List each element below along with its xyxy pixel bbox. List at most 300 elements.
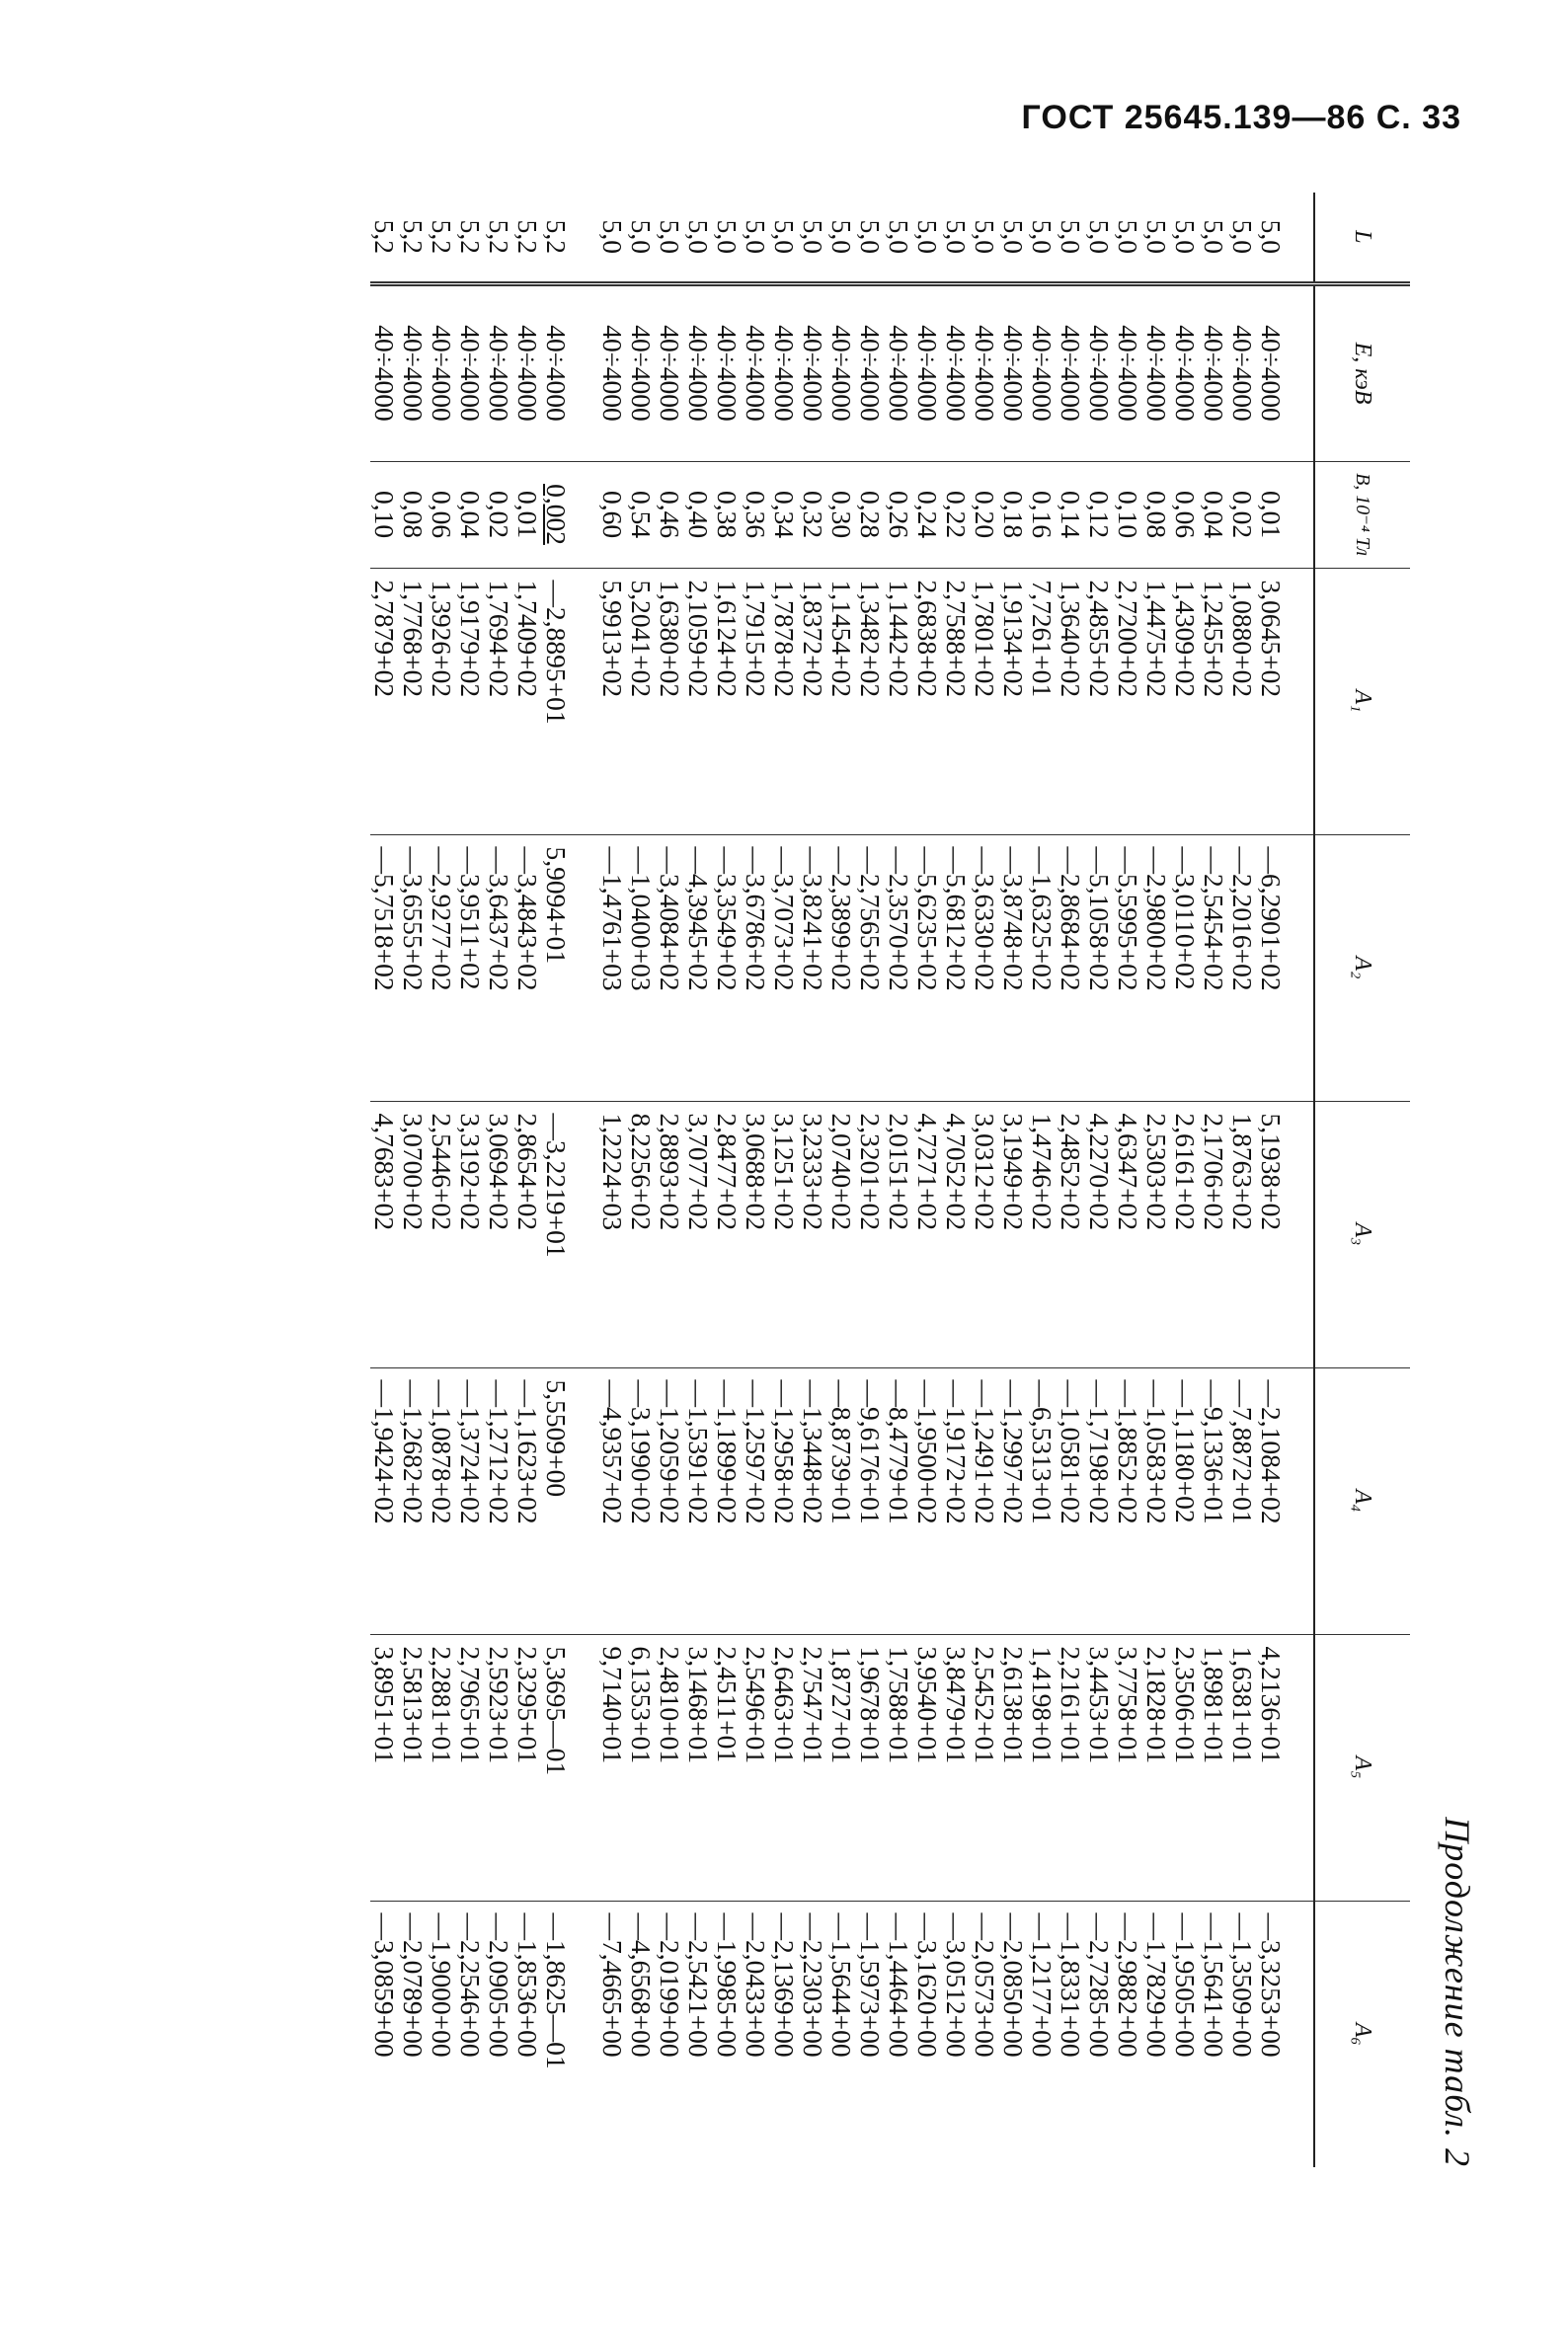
- table-cell: —1,1180+02: [1171, 1367, 1200, 1634]
- table-cell: 5,9913+02: [598, 568, 627, 834]
- table-cell: 4,7683+02: [370, 1101, 399, 1367]
- table-cell: 40÷4000: [913, 283, 942, 461]
- table-cell: 1,4746+02: [1028, 1101, 1057, 1367]
- table-cell: 3,0645+02: [1257, 568, 1286, 834]
- table-cell: 40÷4000: [1057, 283, 1085, 461]
- table-cell: 4,7052+02: [942, 1101, 971, 1367]
- table-row: [684, 193, 713, 2167]
- table-cell: 0,02: [485, 461, 513, 568]
- table-cell: —1,3724+02: [456, 1367, 485, 1634]
- table-cell: —7,4665+00: [598, 1901, 627, 2167]
- table-cell: 0,06: [1171, 461, 1200, 568]
- table-cell: 1,0880+02: [1228, 568, 1257, 834]
- table-row: [485, 193, 513, 2167]
- table-cell: —1,5644+00: [827, 1901, 856, 2167]
- table-cell: 1,2224+03: [598, 1101, 627, 1367]
- table-cell: 1,7694+02: [485, 568, 513, 834]
- table-cell: 1,4309+02: [1171, 568, 1200, 834]
- table-cell: —2,0573+00: [971, 1901, 999, 2167]
- table-cell: 40÷4000: [799, 283, 827, 461]
- table-cell: —3,7073+02: [770, 834, 799, 1101]
- table-cell: 2,4855+02: [1085, 568, 1114, 834]
- table-cell: 1,1454+02: [827, 568, 856, 834]
- table-cell: 0,34: [770, 461, 799, 568]
- table-cell: —9,6176+01: [856, 1367, 885, 1634]
- table-cell: 5,0: [1084, 219, 1115, 254]
- table-cell: —1,9985+00: [713, 1901, 742, 2167]
- table-row: [913, 193, 942, 2167]
- table-cell: 3,8479+01: [942, 1634, 971, 1901]
- table-cell: —3,4084+02: [656, 834, 684, 1101]
- table-cell: 3,1949+02: [999, 1101, 1028, 1367]
- table-cell: —1,3509+00: [1228, 1901, 1257, 2167]
- table-row: [1114, 193, 1142, 2167]
- table-cell: —1,4761+03: [598, 834, 627, 1101]
- table-cell: 0,14: [1057, 461, 1085, 568]
- table-cell: 5,0: [1141, 219, 1172, 254]
- table-cell: 2,0151+02: [885, 1101, 913, 1367]
- table-cell: 0,38: [713, 461, 742, 568]
- table-cell: 2,7965+01: [456, 1634, 485, 1901]
- table-cell: 2,1706+02: [1200, 1101, 1228, 1367]
- spacer-row: [1286, 193, 1314, 2167]
- table-cell: —5,6812+02: [942, 834, 971, 1101]
- table-cell: 0,36: [742, 461, 770, 568]
- table-row: [827, 193, 856, 2167]
- table-cell: 2,5923+01: [485, 1634, 513, 1901]
- table-cell: —1,6325+02: [1028, 834, 1057, 1101]
- table-row: [1142, 193, 1171, 2167]
- table-row: [770, 193, 799, 2167]
- table-cell: —2,0850+00: [999, 1901, 1028, 2167]
- table-cell: 3,7077+02: [684, 1101, 713, 1367]
- table-cell: —1,8625—01: [542, 1901, 571, 2167]
- table-cell: 5,0: [998, 219, 1029, 254]
- table-cell: 2,6463+01: [770, 1634, 799, 1901]
- table-cell: 0,01: [513, 461, 542, 568]
- table-cell: —1,2597+02: [742, 1367, 770, 1634]
- table-cell: —1,9505+00: [1171, 1901, 1200, 2167]
- column-header: A₅: [1314, 1634, 1410, 1901]
- table-cell: —2,0789+00: [399, 1901, 428, 2167]
- table-cell: 5,0: [626, 219, 657, 254]
- table-cell: 5,0: [1056, 219, 1086, 254]
- table-cell: 3,7758+01: [1114, 1634, 1142, 1901]
- table-cell: 2,2161+01: [1057, 1634, 1085, 1901]
- table-cell: 40÷4000: [1228, 283, 1257, 461]
- table-cell: —1,2491+02: [971, 1367, 999, 1634]
- table-cell: 40÷4000: [856, 283, 885, 461]
- table-cell: —8,4779+01: [885, 1367, 913, 1634]
- table-cell: —1,5641+00: [1200, 1901, 1228, 2167]
- table-cell: 5,2: [398, 219, 429, 254]
- table-cell: 4,7271+02: [913, 1101, 942, 1367]
- table-row: [942, 193, 971, 2167]
- table-row: [1085, 193, 1114, 2167]
- table-cell: —2,0905+00: [485, 1901, 513, 2167]
- table-cell: 1,3926+02: [428, 568, 456, 834]
- table-cell: 5,0: [1256, 219, 1287, 254]
- table-row: [1057, 193, 1085, 2167]
- table-cell: —2,3899+02: [827, 834, 856, 1101]
- table-cell: —1,4464+00: [885, 1901, 913, 2167]
- table-cell: 40÷4000: [1200, 283, 1228, 461]
- table-cell: —1,0400+03: [627, 834, 656, 1101]
- table-cell: 1,4475+02: [1142, 568, 1171, 834]
- table-cell: —2,9882+00: [1114, 1901, 1142, 2167]
- table-cell: —1,7198+02: [1085, 1367, 1114, 1634]
- table-cell: —1,9172+02: [942, 1367, 971, 1634]
- table-cell: 7,7261+01: [1028, 568, 1057, 834]
- table-cell: 2,1828+01: [1142, 1634, 1171, 1901]
- table-cell: 5,0: [655, 219, 685, 254]
- table-cell: —1,2682+02: [399, 1367, 428, 1634]
- table-cell: —5,7518+02: [370, 834, 399, 1101]
- table-cell: 5,0: [597, 219, 628, 254]
- table-cell: 0,30: [827, 461, 856, 568]
- table-row: [1228, 193, 1257, 2167]
- table-row: [971, 193, 999, 2167]
- table-row: [513, 193, 542, 2167]
- table-cell: 0,12: [1085, 461, 1114, 568]
- table-cell: 2,5496+01: [742, 1634, 770, 1901]
- table-cell: —2,0199+00: [656, 1901, 684, 2167]
- table-cell: —2,7565+02: [856, 834, 885, 1101]
- table-cell: 0,002: [542, 461, 571, 568]
- table-cell: 40÷4000: [999, 283, 1028, 461]
- table-cell: 1,9678+01: [856, 1634, 885, 1901]
- rotated-content: [138, 193, 1481, 2167]
- table-cell: 1,6380+02: [656, 568, 684, 834]
- table-cell: 0,08: [1142, 461, 1171, 568]
- table-cell: 5,3695—01: [542, 1634, 571, 1901]
- table-cell: 0,08: [399, 461, 428, 568]
- table-cell: —2,1369+00: [770, 1901, 799, 2167]
- table-cell: 0,02: [1228, 461, 1257, 568]
- table-cell: 40÷4000: [456, 283, 485, 461]
- table-cell: 5,0: [941, 219, 972, 254]
- table-cell: 2,3506+01: [1171, 1634, 1200, 1901]
- table-cell: 1,1442+02: [885, 568, 913, 834]
- table-cell: —3,6437+02: [485, 834, 513, 1101]
- table-cell: —9,1336+01: [1200, 1367, 1228, 1634]
- table-cell: 2,6138+01: [999, 1634, 1028, 1901]
- table-cell: 5,0: [884, 219, 914, 254]
- table-cell: 2,6838+02: [913, 568, 942, 834]
- table-cell: 2,2881+01: [428, 1634, 456, 1901]
- group-spacer-row: [571, 193, 598, 2167]
- table-cell: —3,8748+02: [999, 834, 1028, 1101]
- table-cell: 0,10: [1114, 461, 1142, 568]
- table-cell: —3,9511+02: [456, 834, 485, 1101]
- table-row: [428, 193, 456, 2167]
- table-cell: —1,9500+02: [913, 1367, 942, 1634]
- column-header: E, кэВ: [1314, 283, 1410, 461]
- table-cell: —3,1620+00: [913, 1901, 942, 2167]
- table-cell: —1,7829+00: [1142, 1901, 1171, 2167]
- table-cell: 5,1938+02: [1257, 1101, 1286, 1367]
- table-row: [999, 193, 1028, 2167]
- table-cell: —4,3945+02: [684, 834, 713, 1101]
- table-cell: 3,1251+02: [770, 1101, 799, 1367]
- table-cell: 5,0: [912, 219, 943, 254]
- table-cell: 5,2: [369, 219, 400, 254]
- table-cell: 5,0: [1170, 219, 1201, 254]
- table-cell: 0,01: [1257, 461, 1286, 568]
- table-cell: —2,1084+02: [1257, 1367, 1286, 1634]
- table-cell: —5,5995+02: [1114, 834, 1142, 1101]
- table-row: [542, 193, 571, 2167]
- table-cell: 1,6381+01: [1228, 1634, 1257, 1901]
- table-cell: —2,9277+02: [428, 834, 456, 1101]
- table-cell: —3,3253+00: [1257, 1901, 1286, 2167]
- table-cell: 3,0688+02: [742, 1101, 770, 1367]
- table-cell: 0,26: [885, 461, 913, 568]
- table-cell: 3,1468+01: [684, 1634, 713, 1901]
- table-cell: 1,6124+02: [713, 568, 742, 834]
- table-cell: —3,8241+02: [799, 834, 827, 1101]
- table-cell: 40÷4000: [428, 283, 456, 461]
- table-header-row: [1314, 193, 1410, 2167]
- table-cell: 5,2: [512, 219, 543, 254]
- table-cell: 0,24: [913, 461, 942, 568]
- table-cell: —3,3549+02: [713, 834, 742, 1101]
- table-cell: 0,40: [684, 461, 713, 568]
- table-cell: 2,7588+02: [942, 568, 971, 834]
- table-cell: —1,1623+02: [513, 1367, 542, 1634]
- table-cell: 40÷4000: [1114, 283, 1142, 461]
- table-cell: 1,7878+02: [770, 568, 799, 834]
- table-cell: 2,8477+02: [713, 1101, 742, 1367]
- table-cell: 5,0: [855, 219, 886, 254]
- table-cell: 40÷4000: [1171, 283, 1200, 461]
- table-cell: 5,0: [769, 219, 800, 254]
- table-cell: 1,7409+02: [513, 568, 542, 834]
- table-cell: —3,1990+02: [627, 1367, 656, 1634]
- table-cell: 5,0: [1113, 219, 1143, 254]
- table-cell: 5,2041+02: [627, 568, 656, 834]
- table-cell: 0,54: [627, 461, 656, 568]
- table-cell: 2,7879+02: [370, 568, 399, 834]
- table-cell: —5,6235+02: [913, 834, 942, 1101]
- table-cell: 5,0: [1227, 219, 1258, 254]
- table-cell: —1,8536+00: [513, 1901, 542, 2167]
- table-row: [399, 193, 428, 2167]
- table-cell: —6,5313+01: [1028, 1367, 1057, 1634]
- table-cell: 3,0694+02: [485, 1101, 513, 1367]
- table-cell: —1,5391+02: [684, 1367, 713, 1634]
- page-header: ГОСТ 25645.139—86 С. 33: [1021, 99, 1461, 136]
- table-cell: 1,8763+02: [1228, 1101, 1257, 1367]
- table-cell: —3,0859+00: [370, 1901, 399, 2167]
- table-cell: 40÷4000: [770, 283, 799, 461]
- table-cell: 3,0312+02: [971, 1101, 999, 1367]
- table-cell: —3,6555+02: [399, 834, 428, 1101]
- table-cell: 0,60: [598, 461, 627, 568]
- table-cell: —1,1899+02: [713, 1367, 742, 1634]
- table-cell: 1,7915+02: [742, 568, 770, 834]
- table-cell: 2,8654+02: [513, 1101, 542, 1367]
- table-cell: 2,4810+01: [656, 1634, 684, 1901]
- table-cell: —3,0110+02: [1171, 834, 1200, 1101]
- table-cell: 5,0: [741, 219, 771, 254]
- coefficients-table: [370, 193, 1410, 2167]
- table-cell: 2,6161+02: [1171, 1101, 1200, 1367]
- table-cell: —1,2712+02: [485, 1367, 513, 1634]
- table-row: [713, 193, 742, 2167]
- table-cell: 2,5813+01: [399, 1634, 428, 1901]
- table-cell: 5,0: [712, 219, 743, 254]
- table-cell: 40÷4000: [971, 283, 999, 461]
- table-cell: 5,2: [484, 219, 514, 254]
- column-header: A₁: [1314, 568, 1410, 834]
- table-cell: —1,9424+02: [370, 1367, 399, 1634]
- table-cell: —1,9000+00: [428, 1901, 456, 2167]
- table-cell: 2,8893+02: [656, 1101, 684, 1367]
- table-cell: 40÷4000: [885, 283, 913, 461]
- table-cell: —2,7285+00: [1085, 1901, 1114, 2167]
- table-cell: —3,2219+01: [542, 1101, 571, 1367]
- table-cell: 40÷4000: [542, 283, 571, 461]
- table-cell: 40÷4000: [1028, 283, 1057, 461]
- table-cell: —8,8739+01: [827, 1367, 856, 1634]
- table-cell: —1,2997+02: [999, 1367, 1028, 1634]
- table-cell: —1,8331+00: [1057, 1901, 1085, 2167]
- column-header: A₂: [1314, 834, 1410, 1101]
- table-cell: —1,2958+02: [770, 1367, 799, 1634]
- table-row: [885, 193, 913, 2167]
- table-cell: 0,10: [370, 461, 399, 568]
- table-cell: 5,5509+00: [542, 1367, 571, 1634]
- table-cell: —5,1058+02: [1085, 834, 1114, 1101]
- table-cell: —3,6786+02: [742, 834, 770, 1101]
- table-cell: 40÷4000: [399, 283, 428, 461]
- table-cell: 2,4511+01: [713, 1634, 742, 1901]
- table-cell: 5,2: [427, 219, 457, 254]
- table-cell: 40÷4000: [370, 283, 399, 461]
- table-cell: 5,0: [826, 219, 857, 254]
- table-cell: —1,2177+00: [1028, 1901, 1057, 2167]
- table-cell: 0,32: [799, 461, 827, 568]
- table-row: [742, 193, 770, 2167]
- table-cell: —2,9800+02: [1142, 834, 1171, 1101]
- table-cell: 1,2455+02: [1200, 568, 1228, 834]
- table-row: [598, 193, 627, 2167]
- table-cell: 3,8951+01: [370, 1634, 399, 1901]
- table-cell: —1,0878+02: [428, 1367, 456, 1634]
- table-cell: 40÷4000: [656, 283, 684, 461]
- table-cell: —3,6330+02: [971, 834, 999, 1101]
- table-cell: 1,8981+01: [1200, 1634, 1228, 1901]
- table-cell: —2,2016+02: [1228, 834, 1257, 1101]
- table-body: [370, 193, 1314, 2167]
- table-cell: 0,46: [656, 461, 684, 568]
- table-cell: —2,0433+00: [742, 1901, 770, 2167]
- table-cell: 1,9134+02: [999, 568, 1028, 834]
- table-cell: —2,2303+00: [799, 1901, 827, 2167]
- table-cell: 5,0: [1027, 219, 1058, 254]
- table-cell: 3,3192+02: [456, 1101, 485, 1367]
- table-row: [799, 193, 827, 2167]
- table-cell: 40÷4000: [713, 283, 742, 461]
- table-cell: —6,2901+02: [1257, 834, 1286, 1101]
- table-cell: 4,6347+02: [1114, 1101, 1142, 1367]
- table-cell: 40÷4000: [827, 283, 856, 461]
- table-cell: 40÷4000: [742, 283, 770, 461]
- table-cell: 40÷4000: [485, 283, 513, 461]
- table-cell: 2,3295+01: [513, 1634, 542, 1901]
- table-cell: 40÷4000: [942, 283, 971, 461]
- table-cell: —1,2059+02: [656, 1367, 684, 1634]
- table-row: [1171, 193, 1200, 2167]
- table-cell: 40÷4000: [627, 283, 656, 461]
- table-cell: —7,8872+01: [1228, 1367, 1257, 1634]
- table-cell: —2,5421+00: [684, 1901, 713, 2167]
- table-cell: 40÷4000: [598, 283, 627, 461]
- column-header: A₃: [1314, 1101, 1410, 1367]
- table-cell: 1,4198+01: [1028, 1634, 1057, 1901]
- table-cell: 1,3640+02: [1057, 568, 1085, 834]
- table-cell: 3,4453+01: [1085, 1634, 1114, 1901]
- table-row: [627, 193, 656, 2167]
- table-cell: —3,0512+00: [942, 1901, 971, 2167]
- table-cell: 2,3201+02: [856, 1101, 885, 1367]
- table-cell: 40÷4000: [684, 283, 713, 461]
- table-cell: —1,5973+00: [856, 1901, 885, 2167]
- table-cell: —1,0581+02: [1057, 1367, 1085, 1634]
- table-cell: 0,04: [1200, 461, 1228, 568]
- table-cell: 5,0: [798, 219, 828, 254]
- table-cell: —4,9357+02: [598, 1367, 627, 1634]
- table-cell: 0,28: [856, 461, 885, 568]
- table-cell: 2,1059+02: [684, 568, 713, 834]
- table-cell: 9,7140+01: [598, 1634, 627, 1901]
- table-cell: 6,1353+01: [627, 1634, 656, 1901]
- table-cell: —2,3570+02: [885, 834, 913, 1101]
- table-row: [1257, 193, 1286, 2167]
- table-cell: 4,2136+01: [1257, 1634, 1286, 1901]
- table-cell: 5,0: [683, 219, 714, 254]
- table-cell: 1,9179+02: [456, 568, 485, 834]
- table-cell: —2,8895+01: [542, 568, 571, 834]
- table-cell: 5,0: [970, 219, 1000, 254]
- table-cell: 1,7588+01: [885, 1634, 913, 1901]
- table-cell: 3,2333+02: [799, 1101, 827, 1367]
- table-cell: 0,04: [456, 461, 485, 568]
- table-cell: —1,0583+02: [1142, 1367, 1171, 1634]
- table-cell: —4,6568+00: [627, 1901, 656, 2167]
- table-cell: 1,8727+01: [827, 1634, 856, 1901]
- table-cell: 2,7547+01: [799, 1634, 827, 1901]
- table-cell: 0,18: [999, 461, 1028, 568]
- table-cell: 3,0700+02: [399, 1101, 428, 1367]
- table-cell: 0,20: [971, 461, 999, 568]
- table-cell: 0,16: [1028, 461, 1057, 568]
- table-cell: 40÷4000: [1257, 283, 1286, 461]
- table-row: [656, 193, 684, 2167]
- table-cell: 4,2270+02: [1085, 1101, 1114, 1367]
- table-cell: 40÷4000: [513, 283, 542, 461]
- column-header: B, 10⁻⁴ Тл: [1314, 461, 1410, 568]
- table-cell: 3,9540+01: [913, 1634, 942, 1901]
- table-cell: 2,5446+02: [428, 1101, 456, 1367]
- table-row: [456, 193, 485, 2167]
- table-cell: —1,8852+02: [1114, 1367, 1142, 1634]
- table-cell: 2,5452+01: [971, 1634, 999, 1901]
- table-cell: 1,7768+02: [399, 568, 428, 834]
- table-cell: 8,2256+02: [627, 1101, 656, 1367]
- table-cell: 2,4852+02: [1057, 1101, 1085, 1367]
